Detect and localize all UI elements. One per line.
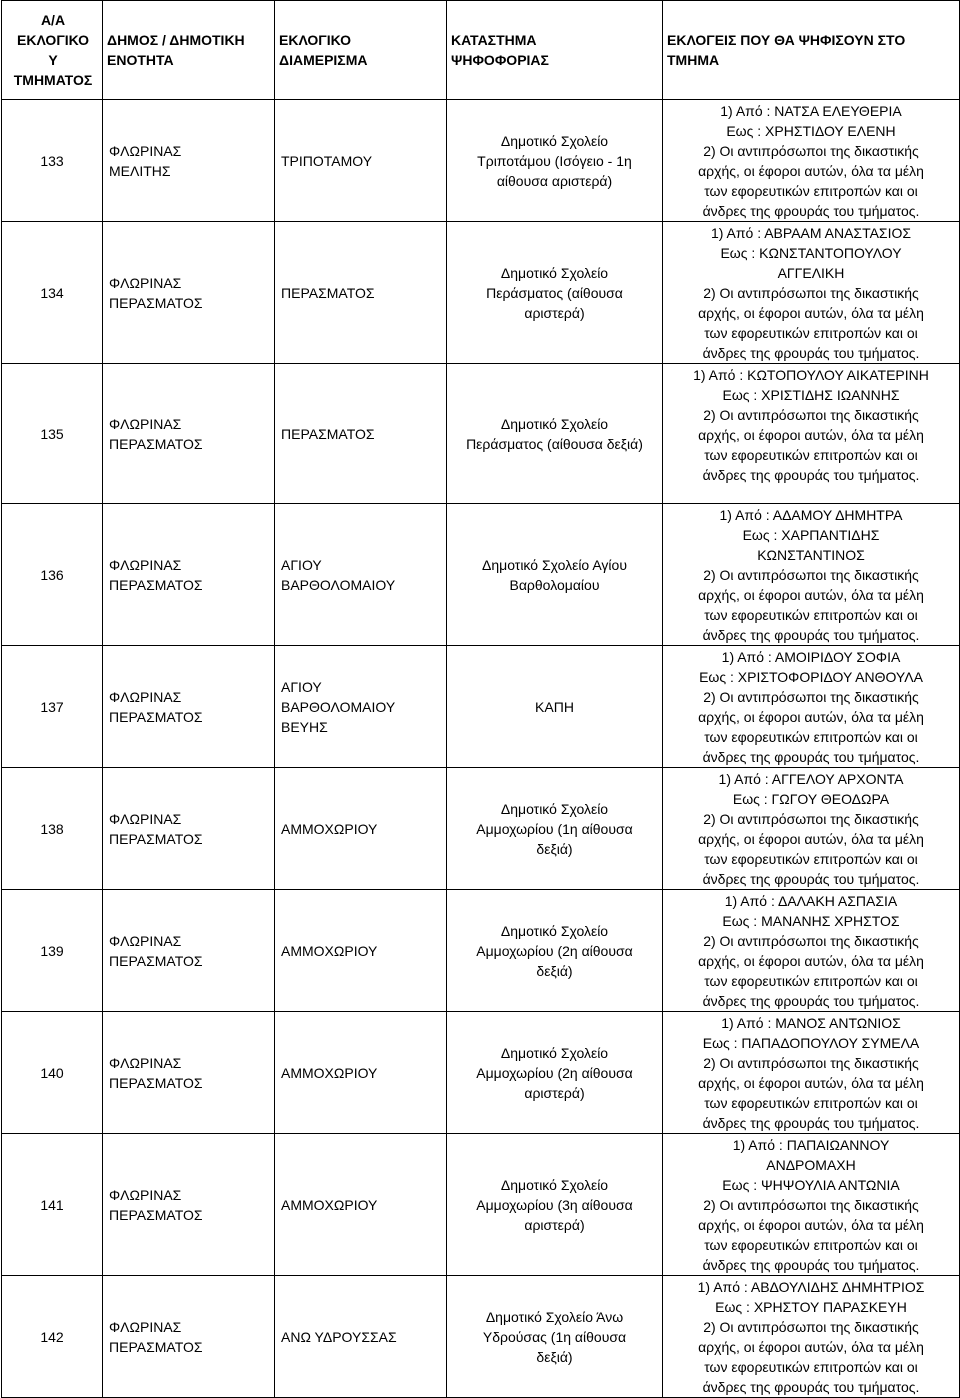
voters-line: Εως : ΧΡΗΣΤΙΔΟΥ ΕΛΕΝΗ — [726, 123, 896, 139]
voters-line: 2) Οι αντιπρόσωποι της δικαστικής — [703, 689, 919, 705]
cell-line: ΔΗΜΟΣ / ΔΗΜΟΤΙΚΗ — [107, 32, 245, 48]
cell-line: ΑΝΩ ΥΔΡΟΥΣΣΑΣ — [281, 1328, 397, 1345]
polling-station-cell — [447, 646, 663, 768]
cell-line: ΠΕΡΑΣΜΑΤΟΣ — [281, 284, 375, 301]
cell-line: ΠΕΡΑΣΜΑΤΟΣ — [281, 425, 375, 442]
district-cell — [275, 100, 447, 222]
voters-line: Εως : ΧΡΙΣΤΙΔΗΣ ΙΩΑΝΝΗΣ — [722, 387, 900, 403]
cell-line: Δημοτικό Σχολείο — [500, 132, 609, 149]
header-polling-station — [447, 1, 663, 100]
voters-cell — [663, 1134, 960, 1276]
municipality-cell — [103, 222, 275, 364]
cell-line: ΔΙΑΜΕΡΙΣΜΑ — [279, 52, 368, 68]
cell-line: ΕΚΛΟΓΙΚΟ — [279, 32, 351, 48]
cell-line: ΑΓΙΟΥ — [281, 678, 322, 695]
section-number: 134 — [2, 222, 103, 364]
municipality-cell — [103, 100, 275, 222]
cell-line: δεξιά) — [536, 962, 573, 979]
cell-line: ΒΕΥΗΣ — [281, 718, 328, 735]
table-row — [2, 1134, 960, 1276]
voters-line: 1) Από : ΜΑΝΟΣ ΑΝΤΩΝΙΟΣ — [721, 1015, 901, 1031]
header-aa — [2, 1, 103, 100]
voters-cell — [663, 1012, 960, 1134]
voters-line: Εως : ΜΑΝΑΝΗΣ ΧΡΗΣΤΟΣ — [722, 913, 900, 929]
polling-stations-table — [1, 0, 960, 1398]
voters-cell — [663, 890, 960, 1012]
voters-line: 1) Από : ΝΑΤΣΑ ΕΛΕΥΘΕΡΙΑ — [720, 103, 902, 119]
voters-line: αρχής, οι έφοροι αυτών, όλα τα μέλη — [698, 163, 924, 179]
table-row — [2, 646, 960, 768]
voters-line: ΚΩΝΣΤΑΝΤΙΝΟΣ — [757, 547, 865, 563]
district-cell — [275, 890, 447, 1012]
cell-line: ΕΚΛΟΓΙΚΟ — [17, 32, 89, 48]
voters-line: Εως : ΧΑΡΠΑΝΤΙΔΗΣ — [742, 527, 880, 543]
voters-cell — [663, 504, 960, 646]
voters-line: 2) Οι αντιπρόσωποι της δικαστικής — [703, 1197, 919, 1213]
voters-line: άνδρες της φρουράς του τμήματος. — [702, 627, 920, 643]
voters-line: των εφορευτικών επιτροπών και οι — [704, 183, 918, 199]
cell-line: Α/Α — [40, 12, 66, 28]
cell-line: αριστερά) — [524, 1084, 585, 1101]
cell-line: ΠΕΡΑΣΜΑΤΟΣ — [109, 294, 203, 311]
voters-line: αρχής, οι έφοροι αυτών, όλα τα μέλη — [698, 831, 924, 847]
municipality-cell — [103, 504, 275, 646]
cell-line: Βαρθολομαίου — [509, 576, 600, 593]
district-cell — [275, 222, 447, 364]
table-row — [2, 768, 960, 890]
cell-line: δεξιά) — [536, 840, 573, 857]
voters-line: των εφορευτικών επιτροπών και οι — [704, 973, 918, 989]
voters-line: άνδρες της φρουράς του τμήματος. — [702, 1379, 920, 1395]
voters-cell — [663, 646, 960, 768]
section-number: 138 — [2, 768, 103, 890]
polling-station-cell — [447, 1134, 663, 1276]
table-row — [2, 890, 960, 1012]
cell-line: ΠΕΡΑΣΜΑΤΟΣ — [109, 1206, 203, 1223]
voters-line: 2) Οι αντιπρόσωποι της δικαστικής — [703, 143, 919, 159]
cell-line: ΒΑΡΘΟΛΟΜΑΙΟΥ — [281, 698, 396, 715]
cell-line: ΑΓΙΟΥ — [281, 556, 322, 573]
voters-line: αρχής, οι έφοροι αυτών, όλα τα μέλη — [698, 587, 924, 603]
voters-line: αρχής, οι έφοροι αυτών, όλα τα μέλη — [698, 953, 924, 969]
section-number: 136 — [2, 504, 103, 646]
cell-line: ΦΛΩΡΙΝΑΣ — [109, 142, 182, 159]
municipality-cell — [103, 1134, 275, 1276]
cell-line: Υ — [48, 52, 58, 68]
cell-line: Περάσματος (αίθουσα — [486, 284, 623, 301]
municipality-cell — [103, 1012, 275, 1134]
cell-line: ΕΚΛΟΓΕΙΣ ΠΟΥ ΘΑ ΨΗΦΙΣΟΥΝ ΣΤΟ — [667, 32, 906, 48]
voters-line: 1) Από : ΔΑΛΑΚΗ ΑΣΠΑΣΙΑ — [724, 893, 898, 909]
voters-line: ΑΝΔΡΟΜΑΧΗ — [766, 1157, 856, 1173]
voters-line: των εφορευτικών επιτροπών και οι — [704, 851, 918, 867]
voters-line: άνδρες της φρουράς του τμήματος. — [702, 203, 920, 219]
voters-line: άνδρες της φρουράς του τμήματος. — [702, 871, 920, 887]
header-district — [275, 1, 447, 100]
district-cell — [275, 1276, 447, 1398]
cell-line: Δημοτικό Σχολείο Άνω — [485, 1308, 624, 1325]
cell-line: ΠΕΡΑΣΜΑΤΟΣ — [109, 435, 203, 452]
section-number: 139 — [2, 890, 103, 1012]
district-cell — [275, 768, 447, 890]
district-cell — [275, 1012, 447, 1134]
voters-line: Εως : ΠΑΠΑΔΟΠΟΥΛΟΥ ΣΥΜΕΛΑ — [702, 1035, 920, 1051]
polling-station-cell — [447, 1276, 663, 1398]
section-number: 140 — [2, 1012, 103, 1134]
section-number: 137 — [2, 646, 103, 768]
polling-station-cell — [447, 100, 663, 222]
voters-line: 2) Οι αντιπρόσωποι της δικαστικής — [703, 811, 919, 827]
voters-line: άνδρες της φρουράς του τμήματος. — [702, 1257, 920, 1273]
cell-line: Δημοτικό Σχολείο — [500, 264, 609, 281]
voters-line: αρχής, οι έφοροι αυτών, όλα τα μέλη — [698, 427, 924, 443]
cell-line: ΑΜΜΟΧΩΡΙΟΥ — [281, 820, 378, 837]
cell-line: ΦΛΩΡΙΝΑΣ — [109, 415, 182, 432]
voters-line: 1) Από : ΑΔΑΜΟΥ ΔΗΜΗΤΡΑ — [719, 507, 903, 523]
cell-line: Δημοτικό Σχολείο — [500, 800, 609, 817]
cell-line: ΦΛΩΡΙΝΑΣ — [109, 556, 182, 573]
cell-line: ΤΡΙΠΟΤΑΜΟΥ — [281, 152, 373, 169]
voters-line: Εως : ΓΩΓΟΥ ΘΕΟΔΩΡΑ — [732, 791, 890, 807]
voters-line: άνδρες της φρουράς του τμήματος. — [702, 345, 920, 361]
cell-line: ΦΛΩΡΙΝΑΣ — [109, 932, 182, 949]
voters-cell — [663, 222, 960, 364]
voters-line: 2) Οι αντιπρόσωποι της δικαστικής — [703, 407, 919, 423]
cell-line: ΦΛΩΡΙΝΑΣ — [109, 688, 182, 705]
polling-station-cell — [447, 364, 663, 504]
voters-line: 1) Από : ΚΩΤΟΠΟΥΛΟΥ ΑΙΚΑΤΕΡΙΝΗ — [693, 367, 929, 383]
section-number: 135 — [2, 364, 103, 504]
section-number: 133 — [2, 100, 103, 222]
voters-cell — [663, 768, 960, 890]
header-municipality — [103, 1, 275, 100]
cell-line: Περάσματος (αίθουσα δεξιά) — [466, 435, 643, 452]
voters-line: 2) Οι αντιπρόσωποι της δικαστικής — [703, 1319, 919, 1335]
polling-station-cell — [447, 504, 663, 646]
cell-line: Υδρούσας (1η αίθουσα — [482, 1328, 627, 1345]
voters-cell — [663, 364, 960, 504]
voters-line: αρχής, οι έφοροι αυτών, όλα τα μέλη — [698, 1217, 924, 1233]
cell-line: ΠΕΡΑΣΜΑΤΟΣ — [109, 952, 203, 969]
cell-line: ΚΑΤΑΣΤΗΜΑ — [451, 32, 537, 48]
cell-line: Δημοτικό Σχολείο — [500, 1044, 609, 1061]
cell-line: ΦΛΩΡΙΝΑΣ — [109, 274, 182, 291]
cell-line: ΨΗΦΟΦΟΡΙΑΣ — [451, 52, 549, 68]
voters-line: των εφορευτικών επιτροπών και οι — [704, 1237, 918, 1253]
table-row — [2, 1012, 960, 1134]
voters-line: Εως : ΨΗΨΟΥΛΙΑ ΑΝΤΩΝΙΑ — [722, 1177, 900, 1193]
cell-line: Δημοτικό Σχολείο — [500, 922, 609, 939]
cell-line: ΠΕΡΑΣΜΑΤΟΣ — [109, 576, 203, 593]
cell-line: ΑΜΜΟΧΩΡΙΟΥ — [281, 1196, 378, 1213]
municipality-cell — [103, 364, 275, 504]
voters-line: 2) Οι αντιπρόσωποι της δικαστικής — [703, 285, 919, 301]
cell-line: ΦΛΩΡΙΝΑΣ — [109, 1054, 182, 1071]
cell-line: αριστερά) — [524, 304, 585, 321]
section-number: 142 — [2, 1276, 103, 1398]
polling-station-cell — [447, 768, 663, 890]
cell-line: ΠΕΡΑΣΜΑΤΟΣ — [109, 1074, 203, 1091]
voters-line: 2) Οι αντιπρόσωποι της δικαστικής — [703, 567, 919, 583]
cell-line: δεξιά) — [536, 1348, 573, 1365]
voters-line: 1) Από : ΑΓΓΕΛΟΥ ΑΡΧΟΝΤΑ — [718, 771, 904, 787]
municipality-cell — [103, 890, 275, 1012]
voters-line: Εως : ΧΡΗΣΤΟΥ ΠΑΡΑΣΚΕΥΗ — [715, 1299, 907, 1315]
cell-line: ΚΑΠΗ — [535, 698, 574, 715]
voters-line: αρχής, οι έφοροι αυτών, όλα τα μέλη — [698, 1339, 924, 1355]
cell-line: ΒΑΡΘΟΛΟΜΑΙΟΥ — [281, 576, 396, 593]
voters-line: των εφορευτικών επιτροπών και οι — [704, 325, 918, 341]
table-row — [2, 364, 960, 504]
voters-line: των εφορευτικών επιτροπών και οι — [704, 1095, 918, 1111]
cell-line: Αμμοχωρίου (3η αίθουσα — [476, 1196, 633, 1213]
district-cell — [275, 1134, 447, 1276]
polling-station-cell — [447, 1012, 663, 1134]
cell-line: ΦΛΩΡΙΝΑΣ — [109, 810, 182, 827]
municipality-cell — [103, 1276, 275, 1398]
voters-line: άνδρες της φρουράς του τμήματος. — [702, 1115, 920, 1131]
district-cell — [275, 364, 447, 504]
cell-line: ΑΜΜΟΧΩΡΙΟΥ — [281, 1064, 378, 1081]
header-voters — [663, 1, 960, 100]
municipality-cell — [103, 768, 275, 890]
header-row — [2, 1, 960, 100]
voters-line: Εως : ΧΡΙΣΤΟΦΟΡΙΔΟΥ ΑΝΘΟΥΛΑ — [699, 669, 923, 685]
cell-line: ΠΕΡΑΣΜΑΤΟΣ — [109, 1338, 203, 1355]
cell-line: Δημοτικό Σχολείο — [500, 1176, 609, 1193]
cell-line: Δημοτικό Σχολείο Αγίου — [482, 556, 627, 573]
table-body — [2, 100, 960, 1398]
district-cell — [275, 646, 447, 768]
cell-line: ΠΕΡΑΣΜΑΤΟΣ — [109, 708, 203, 725]
cell-line: ΑΜΜΟΧΩΡΙΟΥ — [281, 942, 378, 959]
voters-line: άνδρες της φρουράς του τμήματος. — [702, 749, 920, 765]
voters-line: 2) Οι αντιπρόσωποι της δικαστικής — [703, 933, 919, 949]
voters-cell — [663, 1276, 960, 1398]
voters-line: των εφορευτικών επιτροπών και οι — [704, 729, 918, 745]
municipality-cell — [103, 646, 275, 768]
cell-line: ΤΜΗΜΑΤΟΣ — [13, 72, 93, 88]
polling-station-cell — [447, 222, 663, 364]
table-row — [2, 504, 960, 646]
voters-line: άνδρες της φρουράς του τμήματος. — [702, 467, 920, 483]
voters-line: Εως : ΚΩΝΣΤΑΝΤΟΠΟΥΛΟΥ — [720, 245, 902, 261]
voters-line: 1) Από : ΑΒΡΑΑΜ ΑΝΑΣΤΑΣΙΟΣ — [710, 225, 912, 241]
voters-line: των εφορευτικών επιτροπών και οι — [704, 607, 918, 623]
voters-line: αρχής, οι έφοροι αυτών, όλα τα μέλη — [698, 305, 924, 321]
cell-line: Αμμοχωρίου (2η αίθουσα — [476, 942, 633, 959]
voters-line: αρχής, οι έφοροι αυτών, όλα τα μέλη — [698, 709, 924, 725]
cell-line: Αμμοχωρίου (1η αίθουσα — [476, 820, 633, 837]
table-row — [2, 100, 960, 222]
cell-line: ΤΜΗΜΑ — [667, 52, 720, 68]
table-row — [2, 1276, 960, 1398]
voters-line: αρχής, οι έφοροι αυτών, όλα τα μέλη — [698, 1075, 924, 1091]
cell-line: ΦΛΩΡΙΝΑΣ — [109, 1318, 182, 1335]
voters-line: 2) Οι αντιπρόσωποι της δικαστικής — [703, 1055, 919, 1071]
district-cell — [275, 504, 447, 646]
voters-line: 1) Από : ΑΜΟΙΡΙΔΟΥ ΣΟΦΙΑ — [721, 649, 901, 665]
cell-line: ΜΕΛΙΤΗΣ — [109, 162, 171, 179]
cell-line: Δημοτικό Σχολείο — [500, 415, 609, 432]
cell-line: ΠΕΡΑΣΜΑΤΟΣ — [109, 830, 203, 847]
cell-line: Αμμοχωρίου (2η αίθουσα — [476, 1064, 633, 1081]
cell-line: αίθουσα αριστερά) — [496, 172, 613, 189]
cell-line: ΕΝΟΤΗΤΑ — [107, 52, 174, 68]
voters-line: 1) Από : ΠΑΠΑΙΩΑΝΝΟΥ — [732, 1137, 890, 1153]
voters-line: ΑΓΓΕΛΙΚΗ — [777, 265, 845, 281]
voters-line: 1) Από : ΑΒΔΟΥΛΙΔΗΣ ΔΗΜΗΤΡΙΟΣ — [697, 1279, 925, 1295]
cell-line: αριστερά) — [524, 1216, 585, 1233]
cell-line: ΦΛΩΡΙΝΑΣ — [109, 1186, 182, 1203]
cell-line: Τριποτάμου (Ισόγειο - 1η — [477, 152, 632, 169]
voters-line: των εφορευτικών επιτροπών και οι — [704, 447, 918, 463]
table-row — [2, 222, 960, 364]
section-number: 141 — [2, 1134, 103, 1276]
polling-station-cell — [447, 890, 663, 1012]
voters-cell — [663, 100, 960, 222]
voters-line: των εφορευτικών επιτροπών και οι — [704, 1359, 918, 1375]
voters-line: άνδρες της φρουράς του τμήματος. — [702, 993, 920, 1009]
